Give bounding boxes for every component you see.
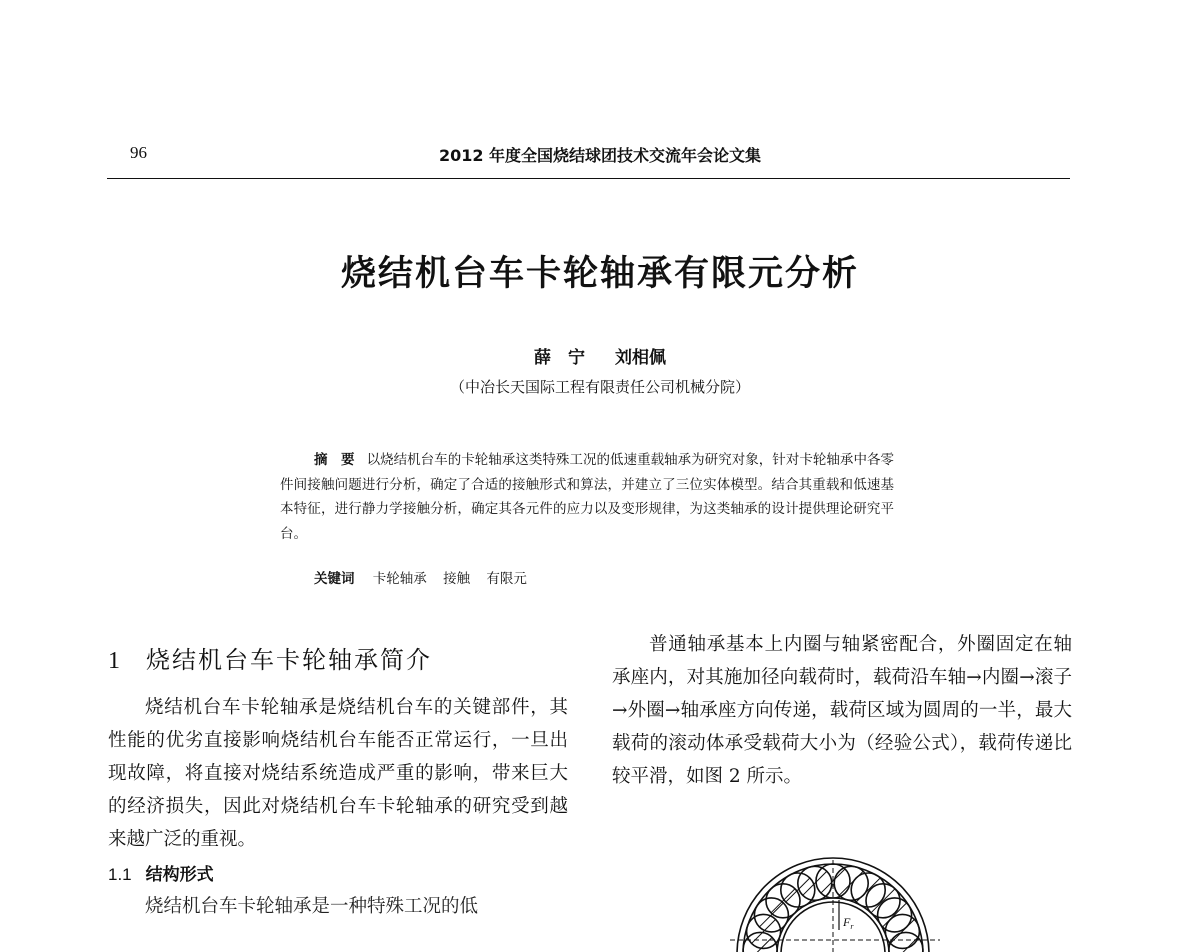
- paper-title: 烧结机台车卡轮轴承有限元分析: [340, 254, 859, 294]
- subsection-paragraph-partial: 烧结机台车卡轮轴承是一种特殊工况的低: [145, 896, 479, 917]
- abstract-label: 摘 要: [314, 452, 355, 468]
- authors: [0, 343, 1200, 368]
- affiliation: （中冶长天国际工程有限责任公司机械分院）: [449, 378, 750, 396]
- section-title: 烧结机台车卡轮轴承简介: [146, 646, 432, 674]
- section-paragraph: 烧结机台车卡轮轴承是烧结机台车的关键部件，其性能的优劣直接影响烧结机台车能否正常运行，一旦出现故障，将直接对烧结系统造成严重的影响，带来巨大的经济损失，因此对烧结机台车卡轮轴承的研究受到越来越广泛的重视。: [108, 697, 568, 850]
- left-column: [108, 640, 568, 923]
- header-rule: [107, 178, 1070, 179]
- keywords: [314, 567, 539, 587]
- keyword-3: 有限元: [486, 571, 527, 587]
- roller-hatch-10: [871, 889, 895, 913]
- abstract: [280, 448, 894, 546]
- roller-hatch-4: [771, 889, 795, 913]
- load-label: $F_r$: [843, 915, 854, 931]
- subsection-number: 1.1: [108, 865, 132, 884]
- subsection-title: 结构形式: [145, 865, 214, 885]
- section-number: 1: [108, 648, 122, 674]
- author-2: 刘相佩: [614, 348, 666, 368]
- right-paragraph: 普通轴承基本上内圈与轴紧密配合，外圈固定在轴承座内，对其施加径向载荷时，载荷沿车轴→内圈→滚子→外圈→轴承座方向传递，载荷区域为圆周的一半，最大载荷的滚动体承受载荷大小为（经验公式），载荷传递比较平滑，如图 2 所示。: [612, 634, 1072, 787]
- keyword-2: 接触: [443, 571, 471, 587]
- page-number: 96: [130, 143, 147, 162]
- keyword-1: 卡轮轴承: [372, 571, 427, 587]
- running-head: 2012 年度全国烧结球团技术交流年会论文集: [438, 146, 762, 165]
- right-column: [612, 628, 1072, 793]
- roller-hatch-1: [748, 938, 772, 952]
- author-1: 薛 宁: [534, 348, 586, 368]
- keywords-label: 关键词: [314, 571, 355, 587]
- bearing-figure: [730, 842, 950, 952]
- section-heading: [108, 640, 568, 681]
- abstract-text: 以烧结机台车的卡轮轴承这类特殊工况的低速重载轴承为研究对象，针对卡轮轴承中各零件间接触问题进行分析，确定了合适的接触形式和算法，并建立了三位实体模型。结合其重载和低速基本特征，进行静力学接触分析，确定其各元件的应力以及变形规律，为这类轴承的设计提供理论研究平台。: [280, 452, 895, 542]
- subsection-heading: [108, 860, 568, 890]
